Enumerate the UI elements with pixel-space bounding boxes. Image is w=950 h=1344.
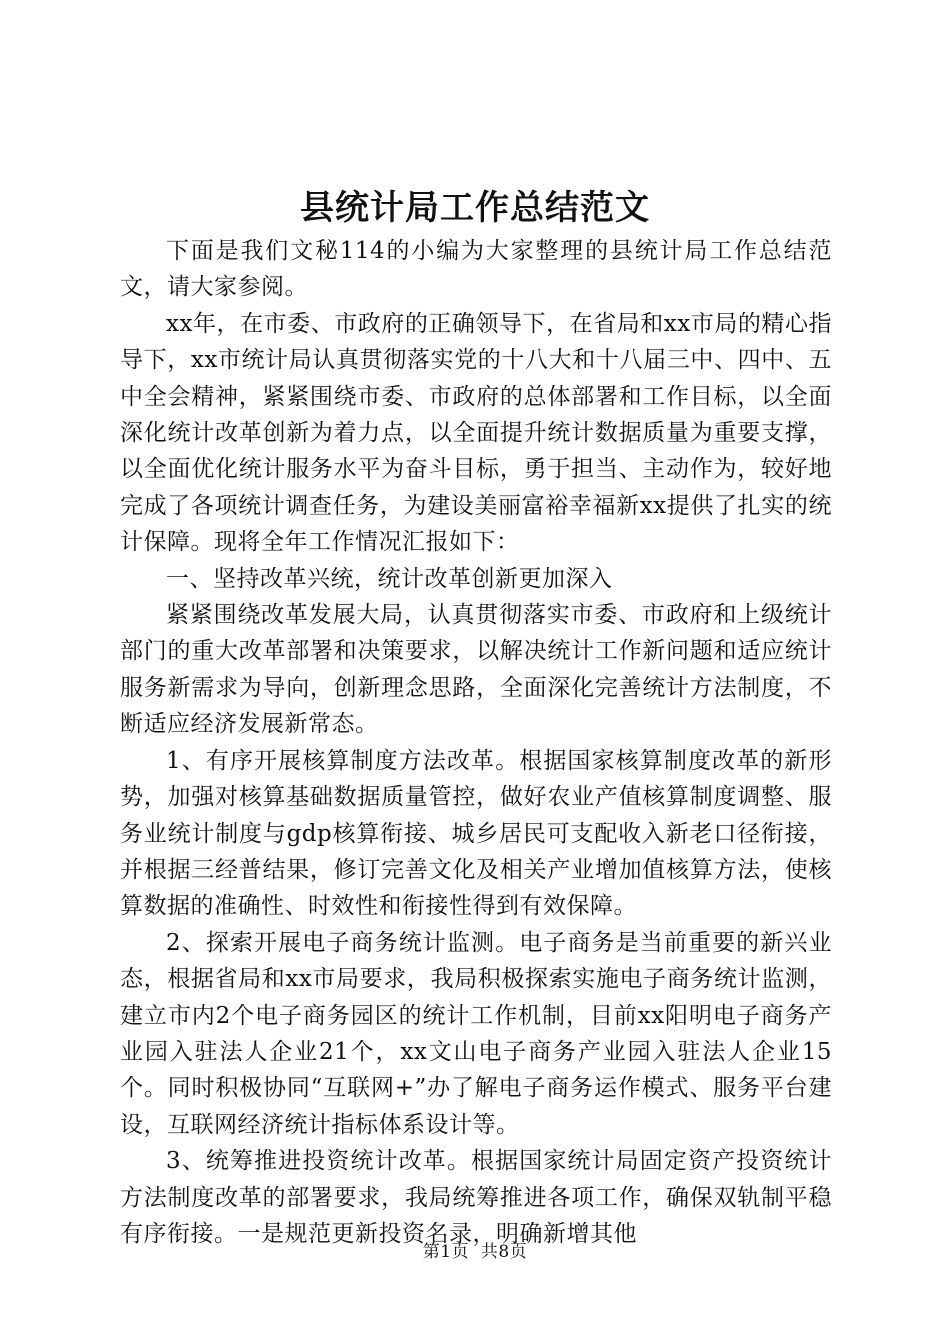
- page-number: 第1页: [422, 1242, 470, 1262]
- section-heading-1: 一、坚持改革兴统，统计改革创新更加深入: [166, 565, 613, 592]
- overview-paragraph: xx年，在市委、市政府的正确领导下，在省局和xx市局的精心指导下，xx市统计局认真贯彻落实党的十八大和十八届三中、四中、五中全会精神，紧紧围绕市委、市政府的总体部署和工作目标，以全面深化统计改革创新为着力点，以全面提升统计数据质量为重要支撑，以全面优化统计服务水平为奋斗目标，勇于担当、主动作为，较好地完成了各项统计调查任务，为建设美丽富裕幸福新xx提供了扎实的统计保障。现将全年工作情况汇报如下：: [120, 310, 832, 556]
- item-3-paragraph: 3、统筹推进投资统计改革。根据国家统计局固定资产投资统计方法制度改革的部署要求，我局统筹推进各项工作，确保双轨制平稳有序衔接。一是规范更新投资名录，明确新增其他: [120, 1148, 832, 1247]
- section-1-paragraph: 紧紧围绕改革发展大局，认真贯彻落实市委、市政府和上级统计部门的重大改革部署和决策要求，以解决统计工作新问题和适应统计服务新需求为导向，创新理念思路，全面深化完善统计方法制度，不断适应经济发展新常态。: [120, 602, 832, 738]
- document-body: [120, 233, 832, 1252]
- page-total: 共8页: [480, 1242, 528, 1262]
- item-1-paragraph: 1、有序开展核算制度方法改革。根据国家核算制度改革的新形势，加强对核算基础数据质量管控，做好农业产值核算制度调整、服务业统计制度与gdp核算衔接、城乡居民可支配收入新老口径衔接，并根据三经普结果，修订完善文化及相关产业增加值核算方法，使核算数据的准确性、时效性和衔接性得到有效保障。: [120, 747, 832, 920]
- document-title: 县统计局工作总结范文: [300, 188, 650, 228]
- intro-paragraph: 下面是我们文秘114的小编为大家整理的县统计局工作总结范文，请大家参阅。: [120, 238, 832, 301]
- item-2-paragraph: 2、探索开展电子商务统计监测。电子商务是当前重要的新兴业态，根据省局和xx市局要求，我局积极探索实施电子商务统计监测，建立市内2个电子商务园区的统计工作机制，目前xx阳明电子商务产业园入驻法人企业21个，xx文山电子商务产业园入驻法人企业15个。同时积极协同“互联网+”办了解电子商务运作模式、服务平台建设，互联网经济统计指标体系设计等。: [120, 929, 832, 1138]
- page-footer: [0, 1240, 950, 1264]
